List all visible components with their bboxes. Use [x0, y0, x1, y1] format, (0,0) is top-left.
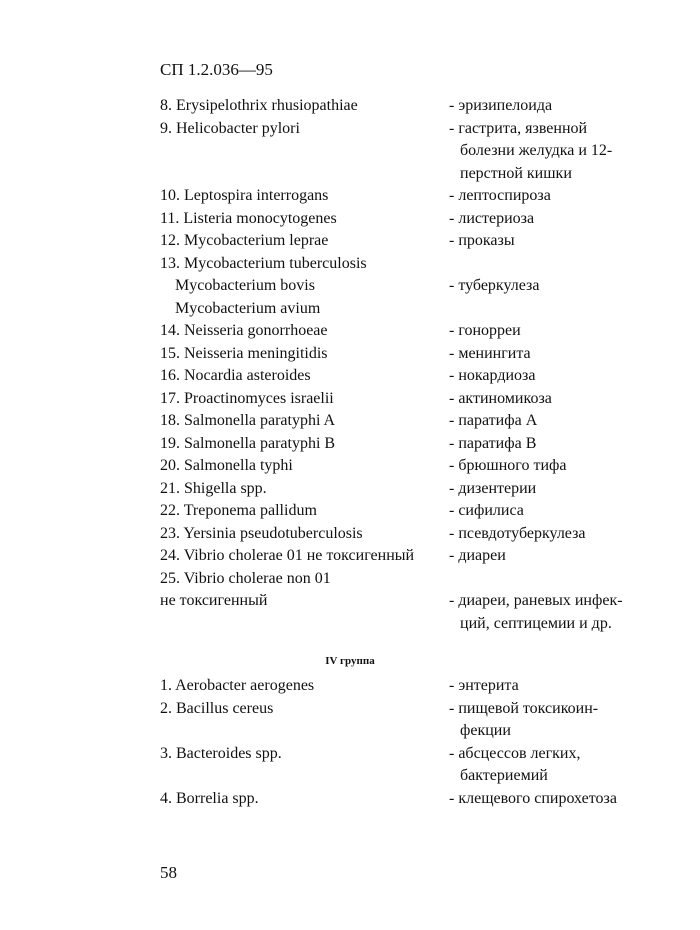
- list-item: [160, 95, 660, 118]
- disease-name: болезни желудка и 12-: [460, 142, 613, 159]
- organism-name: 14. Neisseria gonorrhoeae: [160, 322, 328, 339]
- list-item: [160, 163, 660, 186]
- list-item: [160, 275, 660, 298]
- disease-name: - сифилиса: [449, 502, 524, 519]
- organism-name: 19. Salmonella paratyphi B: [160, 434, 336, 452]
- disease-name: - брюшного тифа: [449, 457, 567, 474]
- organism-name: 8. Erysipelothrix rhusiopathiae: [160, 97, 358, 114]
- disease-name: - эризипелоида: [449, 97, 553, 114]
- pathogen-list-group-4: [160, 675, 660, 810]
- list-item: [160, 433, 660, 456]
- list-item: [160, 720, 660, 743]
- list-item: [160, 118, 660, 141]
- list-item: [160, 590, 660, 613]
- list-item: [160, 388, 660, 411]
- disease-name: - туберкулеза: [449, 277, 540, 294]
- disease-name: - паратифа А: [449, 412, 538, 429]
- list-item: [160, 455, 660, 478]
- organism-name: 11. Listeria monocytogenes: [160, 209, 337, 227]
- list-item: [160, 320, 660, 343]
- disease-name: - клещевого спирохетоза: [449, 789, 617, 807]
- organism-name: 15. Neisseria meningitidis: [160, 344, 328, 362]
- list-item: [160, 765, 660, 788]
- disease-name: ций, септицемии и др.: [460, 614, 612, 632]
- list-item: [160, 613, 660, 636]
- list-item: [160, 523, 660, 546]
- list-item: [160, 343, 660, 366]
- list-item: [160, 253, 660, 276]
- organism-name: 1. Aerobacter aerogenes: [160, 677, 315, 694]
- organism-name: 16. Nocardia asteroides: [160, 367, 311, 384]
- disease-name: - пищевой токсикоин-: [449, 699, 599, 717]
- disease-name: - абсцессов легких,: [449, 744, 581, 762]
- list-item: [160, 698, 660, 721]
- list-item: [160, 675, 660, 698]
- disease-name: - нокардиоза: [449, 367, 536, 384]
- disease-name: - актиномикоза: [449, 389, 552, 407]
- organism-name: 18. Salmonella paratyphi A: [160, 412, 336, 429]
- list-item: [160, 365, 660, 388]
- list-item: [160, 185, 660, 208]
- list-item: [160, 568, 660, 591]
- running-header: СП 1.2.036—95: [160, 60, 273, 79]
- list-item: [160, 208, 660, 231]
- organism-name: 9. Helicobacter pylori: [160, 119, 300, 137]
- disease-name: - паратифа В: [449, 434, 537, 452]
- list-item: [160, 788, 660, 811]
- disease-name: фекции: [460, 722, 511, 739]
- disease-name: - псевдотуберкулеза: [449, 524, 586, 542]
- disease-name: - гастрита, язвенной: [449, 119, 588, 137]
- disease-name: - листериоза: [449, 209, 535, 227]
- organism-name: 25. Vibrio cholerae non 01: [160, 569, 331, 587]
- organism-name: 12. Mycobacterium leprae: [160, 232, 329, 249]
- organism-name: Mycobacterium avium: [175, 299, 321, 317]
- organism-name: 13. Mycobacterium tuberculosis: [160, 254, 367, 272]
- list-item: [160, 230, 660, 253]
- disease-name: - диареи, раневых инфек-: [449, 592, 623, 609]
- organism-name: 24. Vibrio cholerae 01 не токсигенный: [160, 547, 415, 564]
- disease-name: - менингита: [449, 344, 531, 362]
- disease-name: - диареи: [449, 547, 506, 564]
- page-number: 58: [160, 863, 177, 882]
- list-item: [160, 298, 660, 321]
- list-item: [160, 545, 660, 568]
- disease-name: - лептоспироза: [449, 187, 551, 204]
- disease-name: бактериемий: [460, 767, 548, 784]
- list-item: [160, 410, 660, 433]
- pathogen-list-group-3: [160, 95, 660, 635]
- organism-name: Mycobacterium bovis: [175, 277, 315, 294]
- disease-name: - гонорреи: [449, 322, 521, 339]
- organism-name: 23. Yersinia pseudotuberculosis: [160, 524, 363, 542]
- organism-name: 10. Leptospira interrogans: [160, 187, 329, 204]
- organism-name: 17. Proactinomyces israelii: [160, 389, 334, 407]
- list-item: [160, 140, 660, 163]
- disease-name: перстной кишки: [460, 164, 572, 182]
- organism-name: 20. Salmonella typhi: [160, 457, 293, 474]
- organism-name: 3. Bacteroides spp.: [160, 744, 282, 762]
- organism-name: 4. Borrelia spp.: [160, 789, 259, 807]
- disease-name: - дизентерии: [449, 479, 537, 497]
- disease-name: - энтерита: [449, 677, 519, 694]
- list-item: [160, 743, 660, 766]
- organism-name: не токсигенный: [160, 592, 268, 609]
- list-item: [160, 500, 660, 523]
- list-item: [160, 478, 660, 501]
- organism-name: 2. Bacillus cereus: [160, 699, 274, 717]
- organism-name: 21. Shigella spp.: [160, 479, 267, 497]
- group-title: IV группа: [325, 655, 375, 667]
- organism-name: 22. Treponema pallidum: [160, 502, 317, 519]
- disease-name: - проказы: [449, 232, 515, 249]
